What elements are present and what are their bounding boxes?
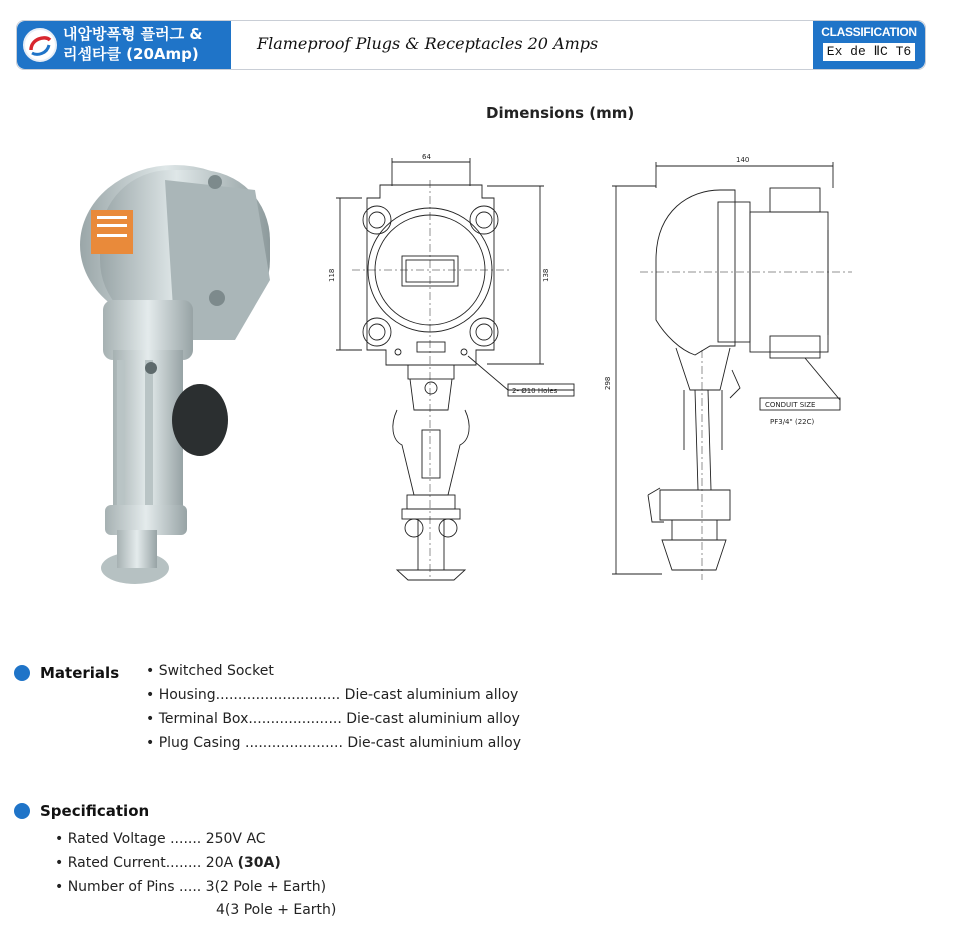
rated-voltage: • Rated Voltage ....... 250V AC [55, 831, 266, 847]
materials-item: • Housing............................ Die-cast aluminium alloy [146, 687, 519, 703]
dimensions-title: Dimensions (mm) [486, 104, 635, 122]
side-width-label: 140 [736, 156, 750, 164]
brand-logo-icon [23, 28, 57, 62]
classification-badge [813, 21, 925, 69]
classification-value: Ex de ⅡC T6 [823, 43, 915, 61]
product-photo [55, 150, 285, 590]
side-height-label: 298 [604, 376, 612, 390]
classification-label: CLASSIFICATION [821, 25, 917, 39]
rated-current-max: (30A) [237, 855, 281, 871]
front-height-left-label: 118 [328, 268, 336, 282]
number-of-pins: • Number of Pins ..... 3(2 Pole + Earth) [55, 879, 327, 895]
header-banner [16, 20, 926, 70]
section-bullet-icon [14, 803, 30, 819]
materials-item: • Switched Socket [146, 663, 274, 679]
front-width-label: 64 [422, 153, 431, 161]
materials-item: • Plug Casing ...................... Die-cast aluminium alloy [146, 735, 521, 751]
holes-label: 2- Ø10 Holes [512, 387, 558, 395]
materials-item: • Terminal Box..................... Die-cast aluminium alloy [146, 711, 520, 727]
number-of-pins-alt: 4(3 Pole + Earth) [216, 902, 337, 918]
korean-title-line1: 내압방폭형 플러그 & [63, 25, 203, 43]
rated-current-text: • Rated Current........ 20A [55, 855, 238, 871]
side-view-drawing [590, 150, 860, 590]
english-title: Flameproof Plugs & Receptacles 20 Amps [257, 34, 599, 53]
front-view-drawing [322, 150, 582, 590]
conduit-size-label: CONDUIT SIZE [765, 401, 816, 409]
korean-title-line2: 리셉타클 (20Amp) [63, 45, 199, 63]
specification-heading [14, 802, 149, 820]
section-bullet-icon [14, 665, 30, 681]
materials-heading [14, 664, 119, 682]
conduit-size-value: PF3/4" (22C) [770, 418, 815, 426]
rated-current [55, 855, 281, 871]
front-height-right-label: 138 [542, 268, 550, 282]
korean-title-block [17, 21, 231, 69]
specification-title: Specification [40, 802, 150, 820]
materials-title: Materials [40, 664, 120, 682]
